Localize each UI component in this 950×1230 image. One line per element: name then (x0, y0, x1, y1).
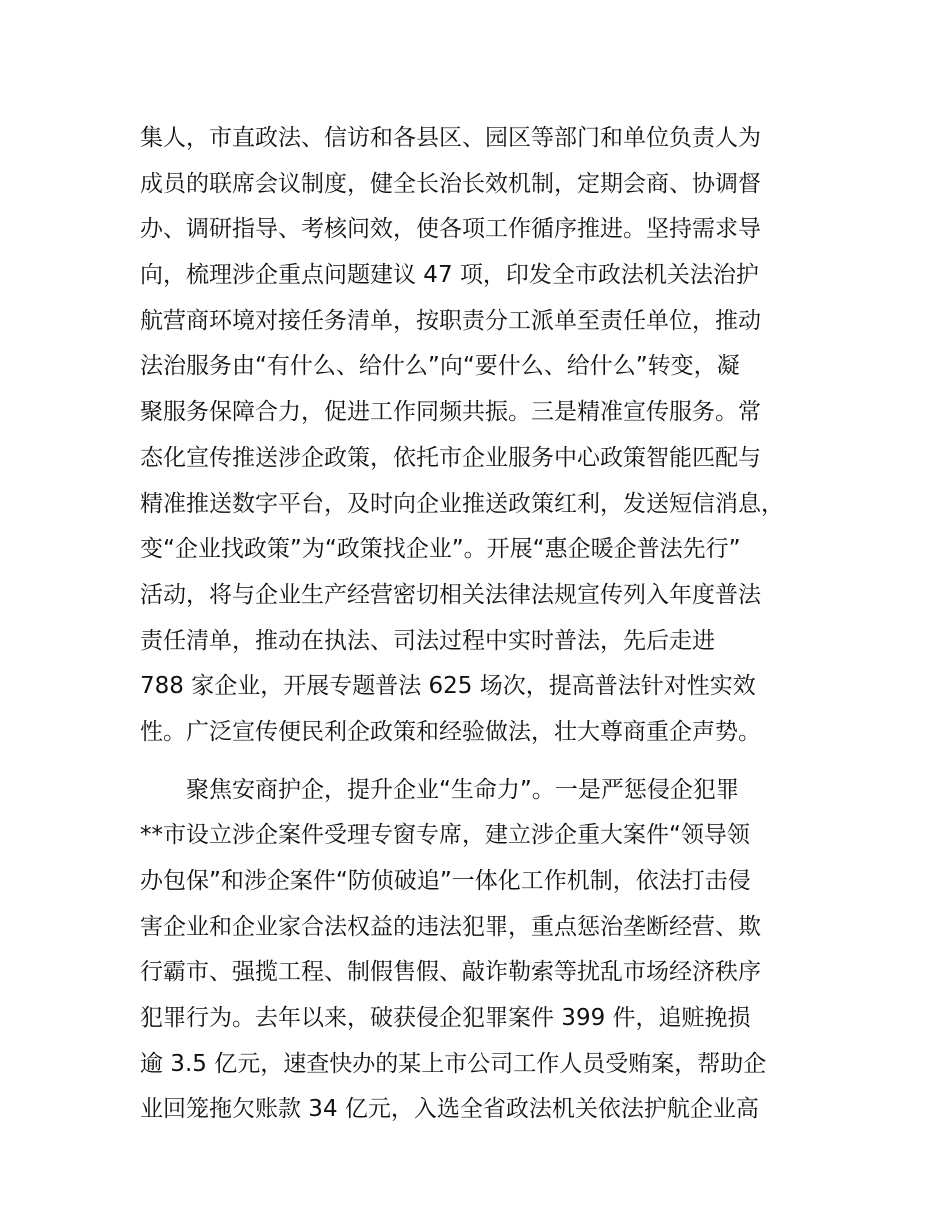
paragraph-1 (140, 116, 840, 756)
text-line: 精准推送数字平台，及时向企业推送政策红利，发送短信消息， (140, 490, 784, 517)
text-line: 性。广泛宣传便民利企政策和经验做法，壮大尊商重企声势。 (140, 718, 761, 745)
text-line: 犯罪行为。去年以来，破获侵企犯罪案件 399 件，追赃挽损 (140, 1005, 751, 1032)
text-line: 业回笼拖欠账款 34 亿元，入选全省政法机关依法护航企业高 (140, 1096, 759, 1123)
text-line: 788 家企业，开展专题普法 625 场次，提高普法针对性实效 (140, 673, 756, 700)
text-line: 法治服务由“有什么、给什么”向“要什么、给什么”转变，凝 (140, 353, 740, 380)
text-line: 行霸市、强揽工程、制假售假、敲诈勒索等扰乱市场经济秩序 (140, 959, 761, 986)
text-line: 变“企业找政策”为“政策找企业”。开展“惠企暖企普法先行” (140, 536, 741, 563)
text-line: 成员的联席会议制度，健全长治长效机制，定期会商、协调督 (140, 170, 761, 197)
text-line: 责任清单，推动在执法、司法过程中实时普法，先后走进 (140, 627, 715, 654)
paragraph-2 (140, 768, 840, 1134)
text-line: 逾 3.5 亿元，速查快办的某上市公司工作人员受贿案，帮助企 (140, 1050, 767, 1077)
text-line: 办包保”和涉企案件“防侦破追”一体化工作机制，依法打击侵 (140, 868, 751, 894)
text-line: 聚焦安商护企，提升企业“生命力”。一是严惩侵企犯罪 (140, 776, 739, 803)
text-line: **市设立涉企案件受理专窗专席，建立涉企重大案件“领导领 (140, 822, 750, 849)
text-line: 航营商环境对接任务清单，按职责分工派单至责任单位，推动 (140, 307, 761, 334)
text-line: 办、调研指导、考核问效，使各项工作循序推进。坚持需求导 (140, 216, 761, 243)
text-line: 态化宣传推送涉企政策，依托市企业服务中心政策智能匹配与 (140, 444, 761, 471)
text-line: 集人，市直政法、信访和各县区、园区等部门和单位负责人为 (140, 125, 761, 151)
text-line: 聚服务保障合力，促进工作同频共振。三是精准宣传服务。常 (140, 399, 761, 426)
text-line: 向，梳理涉企重点问题建议 47 项，印发全市政法机关法治护 (140, 262, 759, 289)
text-line: 活动，将与企业生产经营密切相关法律法规宣传列入年度普法 (140, 581, 761, 608)
body-text (140, 116, 840, 1133)
paragraph-spacer (140, 756, 840, 768)
text-line: 害企业和企业家合法权益的违法犯罪，重点惩治垄断经营、欺 (140, 913, 761, 940)
